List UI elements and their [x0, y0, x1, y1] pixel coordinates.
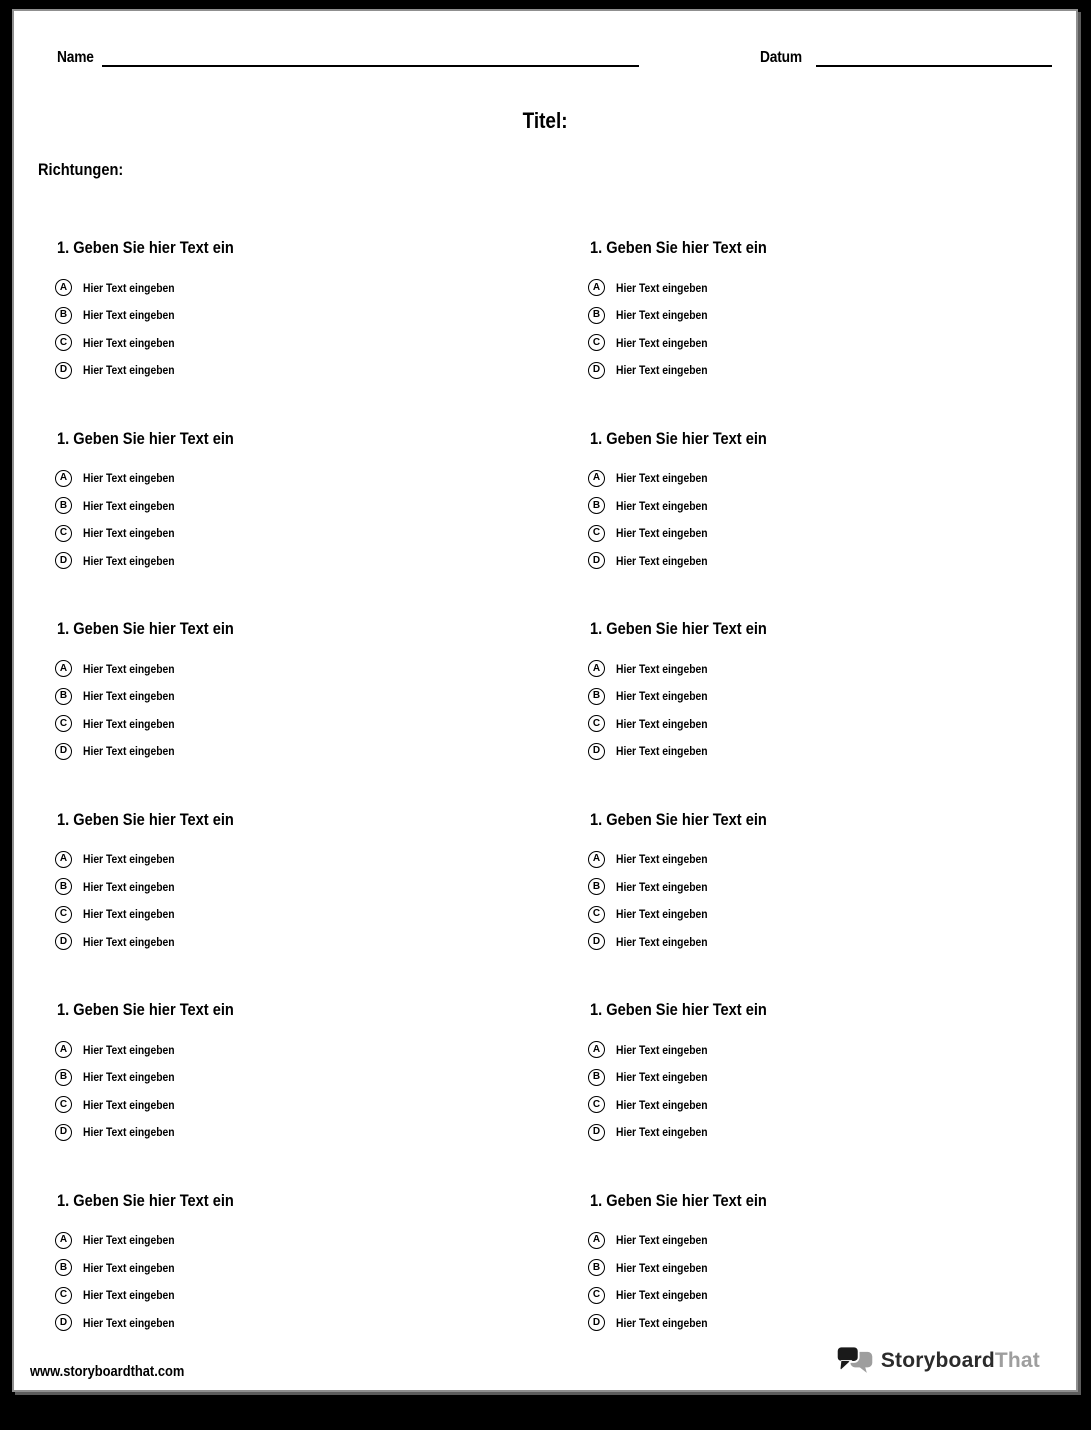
option-letter-badge[interactable]: C [55, 525, 72, 542]
question-block [55, 619, 588, 810]
question-block [588, 810, 1091, 1001]
answer-option[interactable] [588, 660, 1091, 677]
option-letter-badge[interactable]: C [55, 1096, 72, 1113]
answer-option[interactable] [55, 1096, 588, 1113]
answer-option[interactable] [588, 1124, 1091, 1141]
option-text: Hier Text eingeben [83, 1315, 175, 1330]
option-letter-badge[interactable]: A [55, 279, 72, 296]
answer-option[interactable] [588, 933, 1091, 950]
question-block [55, 429, 588, 620]
option-text: Hier Text eingeben [616, 1288, 708, 1302]
question-title-text: 1. Geben Sie hier Text ein [57, 809, 234, 829]
option-text: Hier Text eingeben [616, 1097, 708, 1112]
question-block [55, 1000, 588, 1191]
answer-option[interactable] [588, 1041, 1091, 1058]
question-title[interactable] [590, 619, 1091, 639]
option-letter-badge[interactable]: B [55, 878, 72, 895]
answer-option[interactable] [55, 362, 588, 379]
questions-grid [55, 238, 1091, 1381]
option-letter-badge[interactable]: B [588, 878, 605, 895]
option-text: Hier Text eingeben [83, 879, 175, 894]
option-letter-badge[interactable]: C [55, 715, 72, 732]
option-letter-badge[interactable]: D [588, 362, 605, 379]
answer-option[interactable] [55, 1232, 588, 1249]
option-text-wrap[interactable] [83, 308, 189, 322]
option-text: Hier Text eingeben [83, 744, 175, 758]
answer-option[interactable] [588, 470, 1091, 487]
option-text: Hier Text eingeben [83, 498, 175, 513]
option-letter-badge[interactable]: D [588, 1314, 605, 1331]
question-block [55, 238, 588, 429]
answer-option[interactable] [588, 1096, 1091, 1113]
option-text: Hier Text eingeben [83, 1233, 175, 1247]
question-block [588, 238, 1091, 429]
date-input-line[interactable] [816, 48, 1052, 67]
question-block [588, 1000, 1091, 1191]
option-text-wrap[interactable] [83, 689, 189, 703]
question-title[interactable] [590, 238, 1091, 258]
question-options [588, 1041, 1091, 1141]
name-label-text: Name [57, 49, 94, 66]
answer-option[interactable] [55, 1041, 588, 1058]
option-text-wrap[interactable] [83, 1125, 189, 1139]
answer-option[interactable] [588, 1287, 1091, 1304]
option-text: Hier Text eingeben [83, 661, 175, 676]
option-text-wrap[interactable] [616, 1043, 722, 1057]
option-text-wrap[interactable] [83, 717, 189, 731]
question-title[interactable] [57, 1191, 588, 1211]
option-text: Hier Text eingeben [83, 716, 175, 731]
question-block [588, 429, 1091, 620]
option-text-wrap[interactable] [83, 471, 189, 485]
question-title[interactable] [590, 429, 1091, 449]
answer-option[interactable] [588, 715, 1091, 732]
answer-option[interactable] [55, 279, 588, 296]
question-block [55, 1191, 588, 1382]
option-text-wrap[interactable] [616, 662, 722, 676]
option-text: Hier Text eingeben [616, 907, 708, 921]
directions-label-text: Richtungen: [38, 160, 124, 179]
question-options [55, 1041, 588, 1141]
answer-option[interactable] [55, 688, 588, 705]
option-letter-badge[interactable]: D [588, 1124, 605, 1141]
question-block [588, 619, 1091, 810]
question-title-text: 1. Geben Sie hier Text ein [590, 1000, 767, 1019]
option-text: Hier Text eingeben [83, 553, 175, 568]
option-text: Hier Text eingeben [616, 1070, 708, 1084]
option-text-wrap[interactable] [83, 744, 189, 758]
answer-option[interactable] [588, 279, 1091, 296]
option-text: Hier Text eingeben [83, 471, 175, 485]
option-text: Hier Text eingeben [83, 363, 175, 377]
option-text-wrap[interactable] [83, 1098, 189, 1112]
option-letter-badge[interactable]: D [588, 743, 605, 760]
answer-option[interactable] [55, 715, 588, 732]
option-text-wrap[interactable] [83, 281, 189, 295]
option-letter-badge[interactable]: B [55, 497, 72, 514]
option-letter-badge[interactable]: D [588, 933, 605, 950]
question-title-text: 1. Geben Sie hier Text ein [57, 1190, 234, 1210]
option-text-wrap[interactable] [83, 336, 189, 350]
option-text: Hier Text eingeben [83, 1260, 175, 1275]
option-text-wrap[interactable] [83, 526, 189, 540]
answer-option[interactable] [588, 743, 1091, 760]
logo-wordmark [881, 1349, 1040, 1373]
option-text: Hier Text eingeben [616, 934, 708, 949]
option-letter-badge[interactable]: C [588, 334, 605, 351]
question-options [55, 470, 588, 570]
option-text-wrap[interactable] [616, 935, 722, 949]
answer-option[interactable] [55, 525, 588, 542]
option-letter-badge[interactable]: C [588, 525, 605, 542]
storyboardthat-logo [835, 1344, 1040, 1378]
question-title[interactable] [57, 810, 588, 830]
option-text-wrap[interactable] [616, 336, 722, 350]
option-letter-badge[interactable]: B [55, 1259, 72, 1276]
option-text-wrap[interactable] [83, 363, 189, 377]
question-title-text: 1. Geben Sie hier Text ein [590, 809, 767, 829]
logo-word-that: That [994, 1349, 1040, 1372]
answer-option[interactable] [55, 1069, 588, 1086]
option-text: Hier Text eingeben [616, 280, 708, 295]
option-text: Hier Text eingeben [616, 363, 708, 377]
answer-option[interactable] [55, 851, 588, 868]
option-text-wrap[interactable] [616, 308, 722, 322]
answer-option[interactable] [588, 1232, 1091, 1249]
question-options [588, 851, 1091, 951]
answer-option[interactable] [588, 497, 1091, 514]
question-options [55, 851, 588, 951]
option-text: Hier Text eingeben [616, 308, 708, 322]
question-title[interactable] [57, 619, 588, 639]
question-options [588, 660, 1091, 760]
footer-url-text: www.storyboardthat.com [30, 1363, 185, 1380]
option-letter-badge[interactable]: A [588, 660, 605, 677]
question-options [588, 470, 1091, 570]
option-letter-badge[interactable]: A [588, 1041, 605, 1058]
option-text: Hier Text eingeben [616, 661, 708, 676]
option-letter-badge[interactable]: C [588, 906, 605, 923]
answer-option[interactable] [55, 552, 588, 569]
option-text-wrap[interactable] [616, 717, 722, 731]
option-text-wrap[interactable] [83, 1043, 189, 1057]
option-text: Hier Text eingeben [616, 744, 708, 758]
answer-option[interactable] [55, 470, 588, 487]
option-letter-badge[interactable]: B [55, 307, 72, 324]
option-letter-badge[interactable]: B [588, 497, 605, 514]
option-letter-badge[interactable]: D [55, 933, 72, 950]
option-text-wrap[interactable] [616, 689, 722, 703]
option-text: Hier Text eingeben [616, 1233, 708, 1247]
option-text: Hier Text eingeben [616, 335, 708, 350]
option-letter-badge[interactable]: D [588, 552, 605, 569]
option-letter-badge[interactable]: C [55, 1287, 72, 1304]
answer-option[interactable] [588, 1259, 1091, 1276]
question-options [588, 1232, 1091, 1332]
question-title[interactable] [590, 810, 1091, 830]
question-title-text: 1. Geben Sie hier Text ein [590, 238, 767, 257]
name-input-line[interactable] [102, 48, 639, 67]
answer-option[interactable] [588, 307, 1091, 324]
option-text-wrap[interactable] [616, 1125, 722, 1139]
directions-label[interactable] [38, 160, 137, 180]
option-text: Hier Text eingeben [83, 308, 175, 322]
option-text-wrap[interactable] [616, 1261, 722, 1275]
question-title[interactable] [57, 429, 588, 449]
option-letter-badge[interactable]: D [55, 1124, 72, 1141]
option-letter-badge[interactable]: B [55, 688, 72, 705]
option-text-wrap[interactable] [83, 852, 189, 866]
page-title[interactable] [14, 108, 1076, 134]
answer-option[interactable] [588, 878, 1091, 895]
option-text: Hier Text eingeben [83, 934, 175, 949]
option-letter-badge[interactable]: D [55, 743, 72, 760]
question-title-text: 1. Geben Sie hier Text ein [57, 1000, 234, 1019]
option-text: Hier Text eingeben [83, 1070, 175, 1084]
option-text: Hier Text eingeben [83, 1125, 175, 1139]
question-title-text: 1. Geben Sie hier Text ein [590, 619, 767, 638]
option-text-wrap[interactable] [616, 1288, 722, 1302]
answer-option[interactable] [55, 307, 588, 324]
option-text-wrap[interactable] [83, 554, 189, 568]
answer-option[interactable] [588, 552, 1091, 569]
option-text-wrap[interactable] [616, 744, 722, 758]
option-text-wrap[interactable] [83, 1288, 189, 1302]
option-text-wrap[interactable] [616, 281, 722, 295]
option-text: Hier Text eingeben [616, 852, 708, 866]
option-text-wrap[interactable] [616, 880, 722, 894]
option-text-wrap[interactable] [616, 1070, 722, 1084]
question-options [55, 1232, 588, 1332]
speech-bubbles-icon [835, 1344, 875, 1378]
page-title-text: Titel: [522, 108, 568, 133]
option-text-wrap[interactable] [616, 1233, 722, 1247]
option-letter-badge[interactable]: B [55, 1069, 72, 1086]
option-letter-badge[interactable]: C [588, 715, 605, 732]
option-letter-badge[interactable]: A [588, 851, 605, 868]
answer-option[interactable] [55, 497, 588, 514]
answer-option[interactable] [55, 334, 588, 351]
option-text-wrap[interactable] [83, 662, 189, 676]
answer-option[interactable] [588, 362, 1091, 379]
answer-option[interactable] [55, 906, 588, 923]
name-label [57, 49, 100, 67]
option-text: Hier Text eingeben [83, 907, 175, 921]
option-letter-badge[interactable]: C [588, 1096, 605, 1113]
option-text: Hier Text eingeben [83, 1288, 175, 1302]
option-letter-badge[interactable]: D [55, 552, 72, 569]
option-letter-badge[interactable]: A [588, 1232, 605, 1249]
option-text: Hier Text eingeben [616, 1125, 708, 1139]
option-letter-badge[interactable]: A [588, 279, 605, 296]
option-letter-badge[interactable]: D [55, 362, 72, 379]
question-title-text: 1. Geben Sie hier Text ein [57, 619, 234, 638]
option-text: Hier Text eingeben [616, 526, 708, 540]
answer-option[interactable] [588, 1069, 1091, 1086]
option-letter-badge[interactable]: A [55, 851, 72, 868]
question-title[interactable] [57, 238, 588, 258]
option-text: Hier Text eingeben [616, 1315, 708, 1330]
option-text: Hier Text eingeben [616, 879, 708, 894]
option-letter-badge[interactable]: A [55, 470, 72, 487]
question-title-text: 1. Geben Sie hier Text ein [57, 428, 234, 448]
logo-word-storyboard: Storyboard [880, 1349, 995, 1372]
option-letter-badge[interactable]: B [588, 688, 605, 705]
answer-option[interactable] [588, 525, 1091, 542]
question-title-text: 1. Geben Sie hier Text ein [57, 238, 234, 257]
option-text-wrap[interactable] [83, 935, 189, 949]
answer-option[interactable] [588, 1314, 1091, 1331]
question-options [588, 279, 1091, 379]
option-letter-badge[interactable]: B [588, 1069, 605, 1086]
option-text: Hier Text eingeben [83, 852, 175, 866]
worksheet-page [12, 9, 1078, 1392]
option-letter-badge[interactable]: C [55, 334, 72, 351]
date-label [760, 49, 809, 67]
option-letter-badge[interactable]: A [55, 660, 72, 677]
answer-option[interactable] [55, 743, 588, 760]
option-letter-badge[interactable]: B [588, 307, 605, 324]
answer-option[interactable] [588, 851, 1091, 868]
option-text-wrap[interactable] [83, 1316, 189, 1330]
option-text-wrap[interactable] [83, 907, 189, 921]
option-text: Hier Text eingeben [83, 1097, 175, 1112]
answer-option[interactable] [55, 1287, 588, 1304]
option-text-wrap[interactable] [83, 880, 189, 894]
option-letter-badge[interactable]: D [55, 1314, 72, 1331]
option-text: Hier Text eingeben [616, 498, 708, 513]
question-title[interactable] [57, 1000, 588, 1020]
option-text: Hier Text eingeben [83, 280, 175, 295]
question-title-text: 1. Geben Sie hier Text ein [590, 428, 767, 448]
option-text: Hier Text eingeben [83, 526, 175, 540]
option-text: Hier Text eingeben [83, 689, 175, 703]
option-text: Hier Text eingeben [616, 471, 708, 485]
option-text-wrap[interactable] [616, 907, 722, 921]
option-letter-badge[interactable]: A [55, 1232, 72, 1249]
answer-option[interactable] [588, 334, 1091, 351]
answer-option[interactable] [588, 906, 1091, 923]
question-options [55, 279, 588, 379]
question-block [55, 810, 588, 1001]
option-text: Hier Text eingeben [83, 1042, 175, 1057]
option-text-wrap[interactable] [616, 1316, 722, 1330]
option-text: Hier Text eingeben [616, 1042, 708, 1057]
option-letter-badge[interactable]: A [588, 470, 605, 487]
answer-option[interactable] [55, 933, 588, 950]
option-text-wrap[interactable] [83, 1233, 189, 1247]
option-text-wrap[interactable] [616, 499, 722, 513]
option-letter-badge[interactable]: C [588, 1287, 605, 1304]
question-title-text: 1. Geben Sie hier Text ein [590, 1190, 767, 1210]
option-text-wrap[interactable] [616, 852, 722, 866]
option-text: Hier Text eingeben [616, 716, 708, 731]
option-text-wrap[interactable] [616, 526, 722, 540]
answer-option[interactable] [55, 1314, 588, 1331]
option-letter-badge[interactable]: C [55, 906, 72, 923]
option-text: Hier Text eingeben [616, 689, 708, 703]
question-title[interactable] [590, 1191, 1091, 1211]
option-text: Hier Text eingeben [616, 553, 708, 568]
footer-url [30, 1363, 209, 1380]
option-letter-badge[interactable]: B [588, 1259, 605, 1276]
date-label-text: Datum [760, 49, 802, 66]
option-text-wrap[interactable] [616, 471, 722, 485]
question-options [55, 660, 588, 760]
answer-option[interactable] [55, 1259, 588, 1276]
question-title[interactable] [590, 1000, 1091, 1020]
answer-option[interactable] [588, 688, 1091, 705]
option-text-wrap[interactable] [616, 554, 722, 568]
answer-option[interactable] [55, 660, 588, 677]
option-text-wrap[interactable] [83, 499, 189, 513]
option-text-wrap[interactable] [83, 1070, 189, 1084]
answer-option[interactable] [55, 1124, 588, 1141]
option-text-wrap[interactable] [83, 1261, 189, 1275]
option-text: Hier Text eingeben [616, 1260, 708, 1275]
option-letter-badge[interactable]: A [55, 1041, 72, 1058]
option-text-wrap[interactable] [616, 1098, 722, 1112]
option-text: Hier Text eingeben [83, 335, 175, 350]
answer-option[interactable] [55, 878, 588, 895]
option-text-wrap[interactable] [616, 363, 722, 377]
